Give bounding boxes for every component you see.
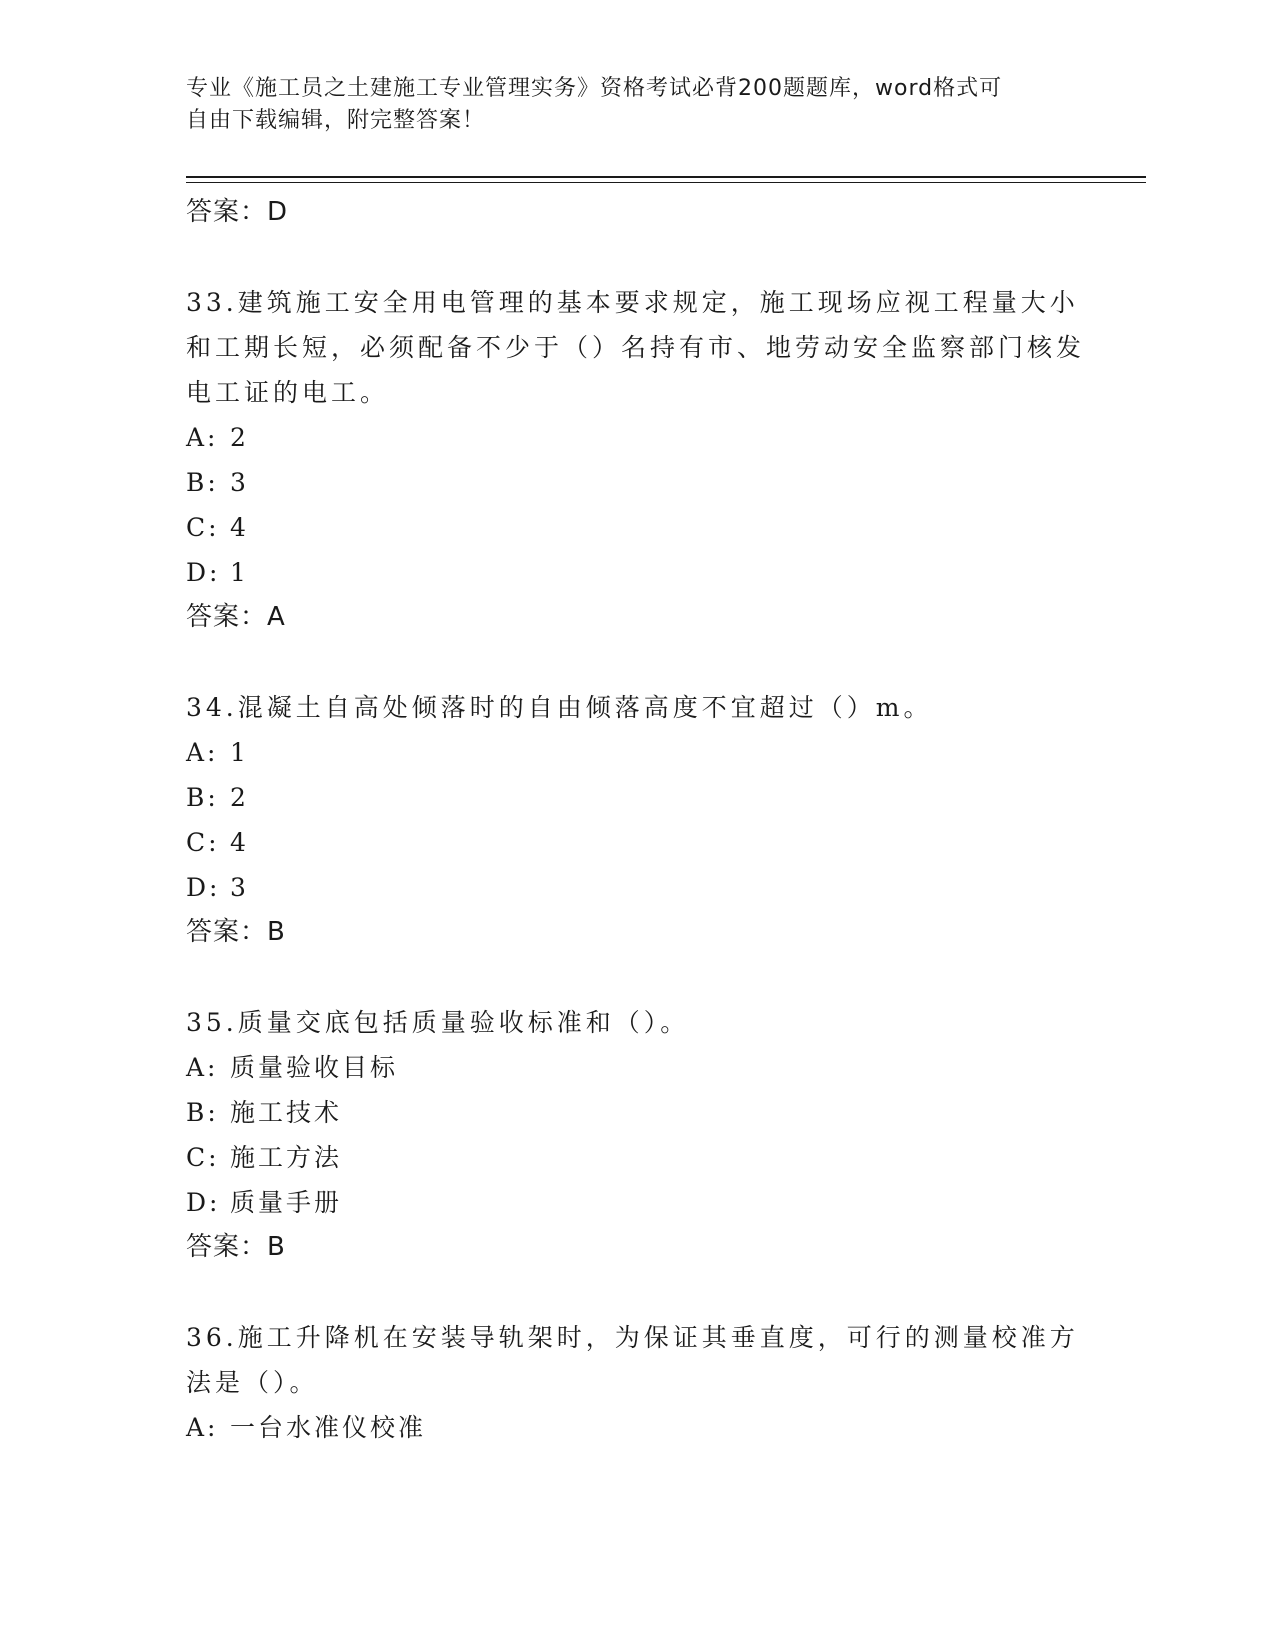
option-value: 4 [230,513,249,542]
question-34-option-c [186,820,1086,865]
document-header [186,73,1066,137]
option-key: D: [186,558,221,587]
question-33-option-c [186,505,1086,550]
option-value: 质量验收目标 [230,1053,399,1082]
option-key: A: [186,1413,219,1442]
option-key: D: [186,1188,221,1217]
question-33-option-b [186,460,1086,505]
option-key: A: [186,1053,219,1082]
question-34-text: 34.混凝土自高处倾落时的自由倾落高度不宜超过（）m。 [186,693,933,722]
question-35-answer: 答案：B [186,1232,286,1262]
option-value: 一台水准仪校准 [230,1413,427,1442]
header-line-2: 自由下载编辑，附完整答案！ [186,108,486,133]
document-body [186,190,1086,1450]
option-key: B: [186,468,219,497]
question-34-option-b [186,775,1086,820]
question-35-option-c [186,1135,1086,1180]
option-value: 质量手册 [230,1188,343,1217]
question-36-text: 36.施工升降机在安装导轨架时，为保证其垂直度，可行的测量校准方法是（）。 [186,1323,1079,1397]
option-key: D: [186,873,221,902]
header-line-1: 专业《施工员之土建施工专业管理实务》资格考试必背200题题库，word格式可 [186,76,1003,101]
option-key: C: [186,1143,220,1172]
question-33-option-a [186,415,1086,460]
header-divider-thin [186,182,1146,183]
option-value: 1 [230,558,249,587]
option-value: 2 [230,783,249,812]
option-value: 2 [230,423,249,452]
question-35-text: 35.质量交底包括质量验收标准和（）。 [186,1008,690,1037]
previous-answer: 答案：D [186,197,289,227]
option-key: B: [186,783,219,812]
option-value: 3 [230,873,249,902]
option-key: C: [186,513,220,542]
option-key: A: [186,423,219,452]
question-34-option-d [186,865,1086,910]
question-36-option-a [186,1405,1086,1450]
option-key: C: [186,828,220,857]
option-key: B: [186,1098,219,1127]
question-33-option-d [186,550,1086,595]
option-value: 4 [230,828,249,857]
option-key: A: [186,738,219,767]
question-34-answer: 答案：B [186,917,286,947]
question-35-option-b [186,1090,1086,1135]
question-33-answer: 答案：A [186,602,286,632]
option-value: 施工方法 [230,1143,343,1172]
option-value: 施工技术 [230,1098,343,1127]
option-value: 3 [230,468,249,497]
question-34-option-a [186,730,1086,775]
header-divider-thick [186,176,1146,178]
question-35-option-a [186,1045,1086,1090]
question-33-text: 33.建筑施工安全用电管理的基本要求规定，施工现场应视工程量大小和工期长短，必须配备不少于（）名持有市、地劳动安全监察部门核发电工证的电工。 [186,288,1086,407]
question-35-option-d [186,1180,1086,1225]
option-value: 1 [230,738,249,767]
